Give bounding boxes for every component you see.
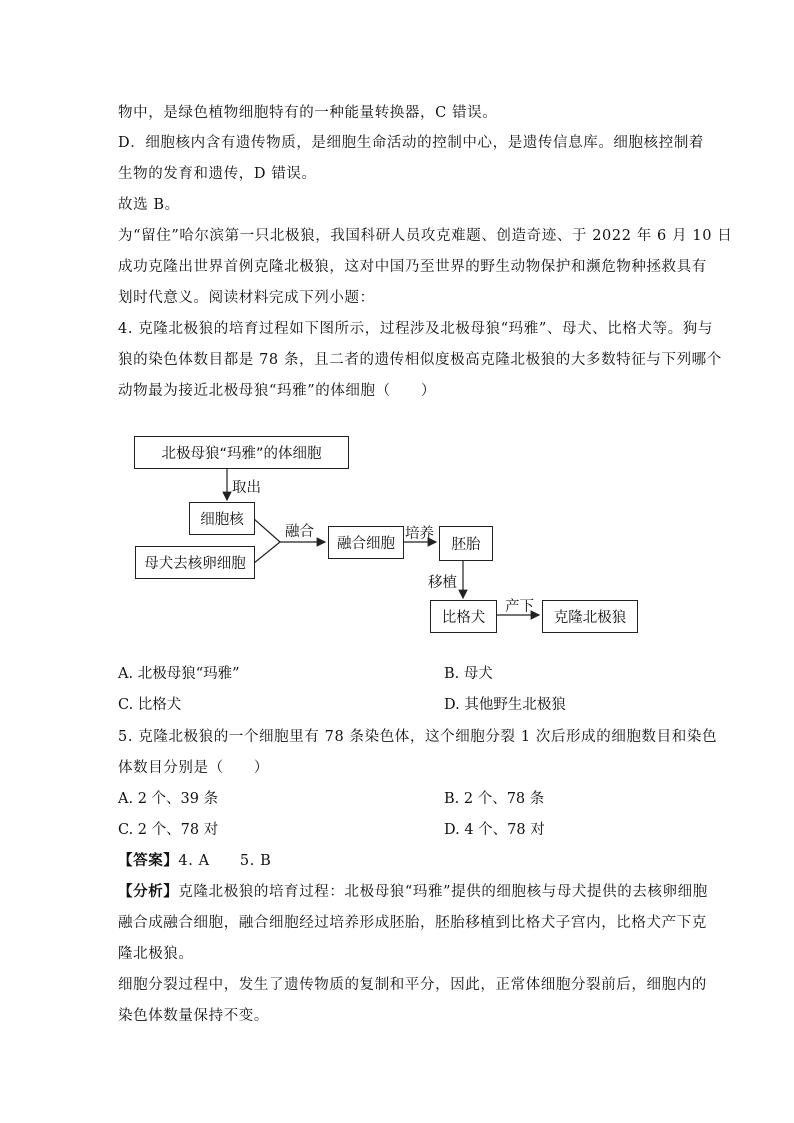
analysis-line: 融合成融合细胞，融合细胞经过培养形成胚胎，胚胎移植到比格犬子宫内，比格犬产下克 [118,915,707,931]
text-line: 成功克隆出世界首例克隆北极狼，这对中国乃至世界的野生动物保护和濒危物种拯救具有 [118,259,707,275]
enucleated-egg-box: 母犬去核卵细胞 [135,546,255,579]
cloned-wolf-box: 克隆北极狼 [542,600,638,633]
somatic-cell-box: 北极母狼“玛雅”的体细胞 [134,436,349,469]
cloning-flow-diagram [118,425,678,640]
analysis-line: 细胞分裂过程中，发生了遗传物质的复制和平分，因此，正常体细胞分裂前后，细胞内的 [118,977,707,993]
beagle-box: 比格犬 [430,600,497,633]
question-5-stem: 5. 克隆北极狼的一个细胞里有 78 条染色体，这个细胞分裂 1 次后形成的细胞数目和染色 [118,729,718,745]
q5-option-a: A. 2 个、39 条 [118,791,219,807]
question-4-stem: 动物最为接近北极母狼“玛雅”的体细胞（ ） [118,383,437,399]
question-4-stem: 4. 克隆北极狼的培育过程如下图所示，过程涉及北极母狼“玛雅”、母犬、比格犬等。狗与 [118,321,713,337]
answer-line [118,851,271,871]
q5-option-c: C. 2 个、78 对 [118,822,219,838]
option-d: D. 其他野生北极狼 [444,697,566,713]
embryo-box: 胚胎 [439,526,493,561]
fuse-label: 融合 [285,524,314,540]
text-line: 故选 B。 [118,197,180,213]
culture-label: 培养 [405,526,434,542]
birth-label: 产下 [505,599,534,615]
question-4-stem: 狼的染色体数目都是 78 条，且二者的遗传相似度极高克隆北极狼的大多数特征与下列哪个 [118,352,722,368]
text-line: 为“留住”哈尔滨第一只北极狼，我国科研人员攻克难题、创造奇迹、于 2022 年 6 月 10 日 [118,228,733,244]
answer-tag: 【答案】 [118,852,179,869]
option-c: C. 比格犬 [118,697,182,713]
nucleus-box: 细胞核 [189,502,255,535]
extract-label: 取出 [232,480,261,496]
question-5-stem: 体数目分别是（ ） [118,760,269,776]
analysis-line: 隆北极狼。 [118,946,194,962]
q5-option-b: B. 2 个、78 条 [444,791,545,807]
text-line: 物中，是绿色植物细胞特有的一种能量转换器，C 错误。 [118,105,498,121]
transplant-label: 移植 [428,575,457,591]
text-line: 划时代意义。阅读材料完成下列小题： [118,290,375,306]
answer-text: 4. A 5. B [178,853,272,869]
analysis-line: 染色体数量保持不变。 [118,1008,269,1024]
fused-cell-box: 融合细胞 [328,526,404,559]
analysis-line [118,882,708,902]
option-b: B. 母犬 [444,666,493,682]
option-a: A. 北极母狼“玛雅” [118,666,240,682]
analysis-text: 克隆北极狼的培育过程：北极母狼“玛雅”提供的细胞核与母犬提供的去核卵细胞 [178,884,708,900]
text-line: 生物的发育和遗传，D 错误。 [118,166,317,182]
analysis-tag: 【分析】 [118,883,179,900]
q5-option-d: D. 4 个、78 对 [444,822,545,838]
text-line: D．细胞核内含有遗传物质，是细胞生命活动的控制中心，是遗传信息库。细胞核控制着 [118,135,705,151]
